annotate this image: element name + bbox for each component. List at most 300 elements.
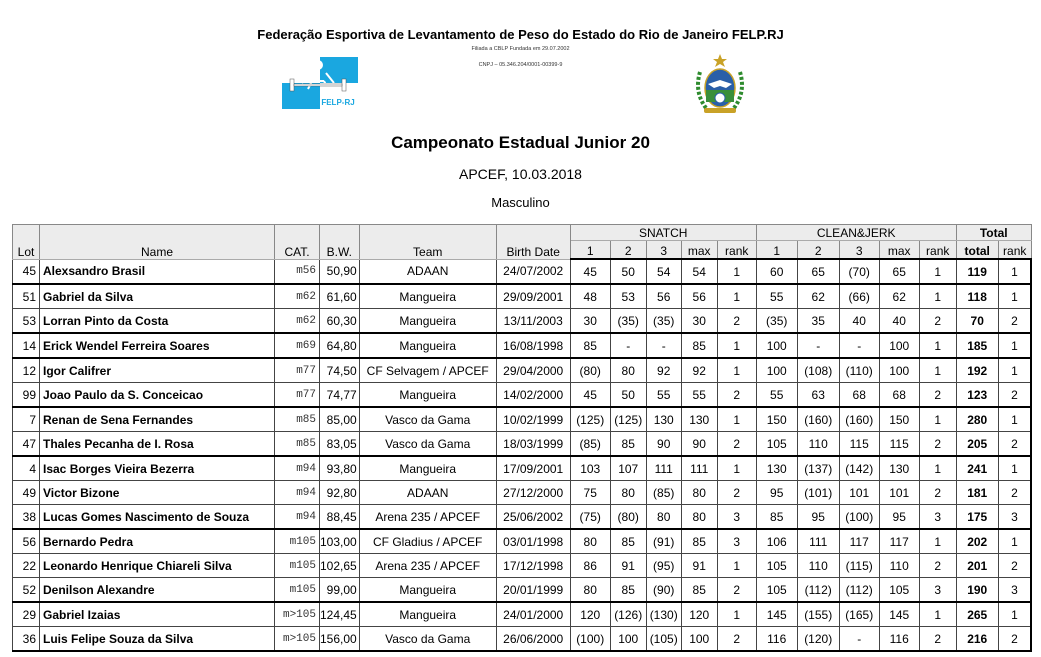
table-row	[13, 309, 1032, 334]
cj-max-cell: 65	[879, 259, 919, 284]
snatch-rank-cell: 1	[717, 284, 756, 309]
body-weight-cell: 64,80	[320, 333, 360, 358]
lot-cell: 4	[13, 456, 40, 481]
snatch-attempt-2-cell: 91	[610, 554, 646, 578]
table-row	[13, 432, 1032, 457]
athlete-name-cell: Gabriel Izaias	[40, 602, 275, 627]
total-rank-cell: 3	[998, 505, 1031, 530]
total-cell: 123	[956, 383, 998, 408]
col-cj-3: 3	[839, 241, 879, 260]
cj-attempt-3-cell: 101	[839, 481, 879, 505]
table-row	[13, 383, 1032, 408]
birth-date-cell: 20/01/1999	[496, 578, 570, 603]
total-rank-cell: 2	[998, 309, 1031, 334]
birth-date-cell: 29/04/2000	[496, 358, 570, 383]
cj-attempt-1-cell: 60	[756, 259, 797, 284]
table-row	[13, 529, 1032, 554]
col-lot: Lot	[13, 225, 40, 260]
cj-attempt-2-cell: 35	[797, 309, 839, 334]
cj-attempt-3-cell: (100)	[839, 505, 879, 530]
team-cell: Mangueira	[359, 602, 496, 627]
cj-attempt-3-cell: (160)	[839, 407, 879, 432]
cj-attempt-2-cell: 111	[797, 529, 839, 554]
cj-attempt-1-cell: 100	[756, 333, 797, 358]
athlete-name-cell: Erick Wendel Ferreira Soares	[40, 333, 275, 358]
team-cell: Vasco da Gama	[359, 627, 496, 652]
cj-attempt-2-cell: (137)	[797, 456, 839, 481]
total-rank-cell: 2	[998, 481, 1031, 505]
athlete-name-cell: Victor Bizone	[40, 481, 275, 505]
cj-rank-cell: 2	[919, 627, 956, 652]
cj-rank-cell: 1	[919, 358, 956, 383]
col-team: Team	[359, 225, 496, 260]
body-weight-cell: 93,80	[320, 456, 360, 481]
athlete-name-cell: Thales Pecanha de I. Rosa	[40, 432, 275, 457]
col-birth-date: Birth Date	[496, 225, 570, 260]
total-rank-cell: 3	[998, 578, 1031, 603]
snatch-max-cell: 85	[681, 333, 717, 358]
cj-attempt-3-cell: 115	[839, 432, 879, 457]
snatch-attempt-1-cell: 45	[570, 383, 610, 408]
col-group-clean-jerk: CLEAN&JERK	[756, 225, 956, 241]
rio-state-coat-of-arms-icon	[690, 52, 750, 118]
snatch-attempt-2-cell: (125)	[610, 407, 646, 432]
snatch-attempt-1-cell: 75	[570, 481, 610, 505]
team-cell: Arena 235 / APCEF	[359, 505, 496, 530]
snatch-attempt-1-cell: 48	[570, 284, 610, 309]
table-row	[13, 333, 1032, 358]
category-cell: m62	[275, 284, 320, 309]
snatch-rank-cell: 1	[717, 554, 756, 578]
cj-max-cell: 95	[879, 505, 919, 530]
cj-attempt-1-cell: (35)	[756, 309, 797, 334]
total-rank-cell: 1	[998, 529, 1031, 554]
category-cell: m94	[275, 505, 320, 530]
snatch-attempt-3-cell: (105)	[646, 627, 681, 652]
cj-rank-cell: 2	[919, 554, 956, 578]
federation-name: Federação Esportiva de Levantamento de Peso do Estado do Rio de Janeiro FELP.RJ	[257, 27, 784, 42]
body-weight-cell: 83,05	[320, 432, 360, 457]
snatch-max-cell: 92	[681, 358, 717, 383]
category-cell: m>105	[275, 627, 320, 652]
snatch-attempt-2-cell: 50	[610, 383, 646, 408]
col-cat: CAT.	[275, 225, 320, 260]
birth-date-cell: 25/06/2002	[496, 505, 570, 530]
cj-max-cell: 105	[879, 578, 919, 603]
snatch-attempt-2-cell: 80	[610, 358, 646, 383]
lot-cell: 36	[13, 627, 40, 652]
cj-rank-cell: 1	[919, 529, 956, 554]
cj-rank-cell: 1	[919, 333, 956, 358]
birth-date-cell: 24/07/2002	[496, 259, 570, 284]
snatch-max-cell: 54	[681, 259, 717, 284]
affiliation-text: Filiada a CBLP Fundada em 29.07.2002	[471, 46, 570, 52]
total-cell: 201	[956, 554, 998, 578]
athlete-name-cell: Gabriel da Silva	[40, 284, 275, 309]
cj-rank-cell: 1	[919, 284, 956, 309]
col-cj-1: 1	[756, 241, 797, 260]
snatch-attempt-2-cell: 85	[610, 432, 646, 457]
total-rank-cell: 2	[998, 554, 1031, 578]
snatch-rank-cell: 2	[717, 481, 756, 505]
snatch-rank-cell: 2	[717, 432, 756, 457]
team-cell: Mangueira	[359, 309, 496, 334]
cj-attempt-3-cell: (142)	[839, 456, 879, 481]
birth-date-cell: 24/01/2000	[496, 602, 570, 627]
snatch-attempt-2-cell: 50	[610, 259, 646, 284]
cj-rank-cell: 3	[919, 505, 956, 530]
felp-rj-logo	[282, 57, 358, 109]
col-snatch-2: 2	[610, 241, 646, 260]
lot-cell: 29	[13, 602, 40, 627]
athlete-name-cell: Igor Califrer	[40, 358, 275, 383]
total-rank-cell: 1	[998, 358, 1031, 383]
snatch-attempt-1-cell: 86	[570, 554, 610, 578]
athlete-name-cell: Lucas Gomes Nascimento de Souza	[40, 505, 275, 530]
gender-label: Masculino	[491, 195, 550, 210]
snatch-rank-cell: 2	[717, 578, 756, 603]
total-rank-cell: 2	[998, 383, 1031, 408]
lot-cell: 12	[13, 358, 40, 383]
lot-cell: 14	[13, 333, 40, 358]
snatch-max-cell: 30	[681, 309, 717, 334]
team-cell: CF Selvagem / APCEF	[359, 358, 496, 383]
snatch-attempt-2-cell: (126)	[610, 602, 646, 627]
cj-max-cell: 100	[879, 358, 919, 383]
snatch-attempt-3-cell: (85)	[646, 481, 681, 505]
body-weight-cell: 102,65	[320, 554, 360, 578]
snatch-attempt-2-cell: 100	[610, 627, 646, 652]
snatch-attempt-3-cell: 54	[646, 259, 681, 284]
snatch-attempt-3-cell: (35)	[646, 309, 681, 334]
cj-rank-cell: 3	[919, 578, 956, 603]
col-group-total: Total	[956, 225, 1031, 241]
snatch-rank-cell: 1	[717, 358, 756, 383]
cj-attempt-3-cell: -	[839, 627, 879, 652]
snatch-attempt-3-cell: 130	[646, 407, 681, 432]
table-row	[13, 505, 1032, 530]
total-rank-cell: 1	[998, 407, 1031, 432]
cj-attempt-1-cell: 150	[756, 407, 797, 432]
cj-max-cell: 150	[879, 407, 919, 432]
cj-attempt-1-cell: 95	[756, 481, 797, 505]
category-cell: m62	[275, 309, 320, 334]
category-cell: m69	[275, 333, 320, 358]
birth-date-cell: 14/02/2000	[496, 383, 570, 408]
snatch-max-cell: 56	[681, 284, 717, 309]
cj-rank-cell: 1	[919, 602, 956, 627]
cj-attempt-2-cell: (155)	[797, 602, 839, 627]
athlete-name-cell: Denilson Alexandre	[40, 578, 275, 603]
snatch-rank-cell: 1	[717, 407, 756, 432]
snatch-attempt-1-cell: (80)	[570, 358, 610, 383]
cj-rank-cell: 2	[919, 309, 956, 334]
snatch-attempt-3-cell: 92	[646, 358, 681, 383]
cj-max-cell: 130	[879, 456, 919, 481]
snatch-attempt-3-cell: (95)	[646, 554, 681, 578]
col-snatch-1: 1	[570, 241, 610, 260]
team-cell: Mangueira	[359, 383, 496, 408]
body-weight-cell: 74,77	[320, 383, 360, 408]
cj-attempt-2-cell: (160)	[797, 407, 839, 432]
birth-date-cell: 10/02/1999	[496, 407, 570, 432]
birth-date-cell: 16/08/1998	[496, 333, 570, 358]
snatch-attempt-3-cell: 90	[646, 432, 681, 457]
snatch-rank-cell: 2	[717, 627, 756, 652]
table-row	[13, 456, 1032, 481]
cj-max-cell: 145	[879, 602, 919, 627]
cj-max-cell: 40	[879, 309, 919, 334]
table-row	[13, 259, 1032, 284]
total-cell: 192	[956, 358, 998, 383]
col-snatch-max: max	[681, 241, 717, 260]
team-cell: Mangueira	[359, 578, 496, 603]
cj-max-cell: 68	[879, 383, 919, 408]
total-cell: 119	[956, 259, 998, 284]
team-cell: Mangueira	[359, 284, 496, 309]
birth-date-cell: 26/06/2000	[496, 627, 570, 652]
cj-attempt-3-cell: (110)	[839, 358, 879, 383]
category-cell: m85	[275, 407, 320, 432]
cj-max-cell: 116	[879, 627, 919, 652]
cj-rank-cell: 2	[919, 383, 956, 408]
snatch-attempt-2-cell: -	[610, 333, 646, 358]
cj-attempt-1-cell: 100	[756, 358, 797, 383]
cj-max-cell: 110	[879, 554, 919, 578]
cj-max-cell: 100	[879, 333, 919, 358]
cj-attempt-1-cell: 55	[756, 284, 797, 309]
category-cell: m>105	[275, 602, 320, 627]
body-weight-cell: 60,30	[320, 309, 360, 334]
total-cell: 265	[956, 602, 998, 627]
body-weight-cell: 103,00	[320, 529, 360, 554]
snatch-attempt-3-cell: 55	[646, 383, 681, 408]
cj-attempt-1-cell: 116	[756, 627, 797, 652]
cj-attempt-1-cell: 106	[756, 529, 797, 554]
team-cell: ADAAN	[359, 481, 496, 505]
cj-max-cell: 117	[879, 529, 919, 554]
body-weight-cell: 74,50	[320, 358, 360, 383]
total-cell: 190	[956, 578, 998, 603]
cj-rank-cell: 2	[919, 432, 956, 457]
snatch-attempt-3-cell: 80	[646, 505, 681, 530]
snatch-rank-cell: 1	[717, 456, 756, 481]
cj-attempt-2-cell: 65	[797, 259, 839, 284]
snatch-max-cell: 90	[681, 432, 717, 457]
body-weight-cell: 156,00	[320, 627, 360, 652]
total-rank-cell: 1	[998, 602, 1031, 627]
snatch-attempt-3-cell: 56	[646, 284, 681, 309]
snatch-attempt-1-cell: (75)	[570, 505, 610, 530]
lot-cell: 52	[13, 578, 40, 603]
athlete-name-cell: Bernardo Pedra	[40, 529, 275, 554]
category-cell: m94	[275, 481, 320, 505]
birth-date-cell: 17/09/2001	[496, 456, 570, 481]
cj-attempt-2-cell: 62	[797, 284, 839, 309]
team-cell: ADAAN	[359, 259, 496, 284]
snatch-rank-cell: 1	[717, 602, 756, 627]
snatch-max-cell: 85	[681, 529, 717, 554]
cj-rank-cell: 1	[919, 407, 956, 432]
snatch-attempt-2-cell: (80)	[610, 505, 646, 530]
cj-attempt-1-cell: 105	[756, 432, 797, 457]
category-cell: m85	[275, 432, 320, 457]
birth-date-cell: 13/11/2003	[496, 309, 570, 334]
snatch-attempt-1-cell: 120	[570, 602, 610, 627]
snatch-rank-cell: 1	[717, 259, 756, 284]
col-cj-rank: rank	[919, 241, 956, 260]
table-row	[13, 578, 1032, 603]
cj-attempt-3-cell: (66)	[839, 284, 879, 309]
cj-attempt-2-cell: -	[797, 333, 839, 358]
total-rank-cell: 1	[998, 284, 1031, 309]
col-cj-max: max	[879, 241, 919, 260]
snatch-attempt-1-cell: 80	[570, 529, 610, 554]
snatch-attempt-3-cell: (91)	[646, 529, 681, 554]
snatch-attempt-2-cell: 53	[610, 284, 646, 309]
col-snatch-3: 3	[646, 241, 681, 260]
snatch-attempt-1-cell: (100)	[570, 627, 610, 652]
col-total: total	[956, 241, 998, 260]
snatch-attempt-1-cell: 103	[570, 456, 610, 481]
team-cell: Mangueira	[359, 333, 496, 358]
cj-attempt-3-cell: -	[839, 333, 879, 358]
snatch-max-cell: 120	[681, 602, 717, 627]
results-table	[12, 224, 1032, 652]
lot-cell: 45	[13, 259, 40, 284]
snatch-max-cell: 85	[681, 578, 717, 603]
lot-cell: 53	[13, 309, 40, 334]
total-rank-cell: 1	[998, 259, 1031, 284]
cj-attempt-2-cell: 63	[797, 383, 839, 408]
table-row	[13, 554, 1032, 578]
cj-attempt-3-cell: (115)	[839, 554, 879, 578]
snatch-attempt-2-cell: 107	[610, 456, 646, 481]
birth-date-cell: 27/12/2000	[496, 481, 570, 505]
cj-attempt-3-cell: (165)	[839, 602, 879, 627]
total-cell: 216	[956, 627, 998, 652]
athlete-name-cell: Alexsandro Brasil	[40, 259, 275, 284]
total-cell: 280	[956, 407, 998, 432]
table-row	[13, 602, 1032, 627]
snatch-rank-cell: 3	[717, 529, 756, 554]
col-bw: B.W.	[320, 225, 360, 260]
lot-cell: 49	[13, 481, 40, 505]
total-cell: 118	[956, 284, 998, 309]
snatch-attempt-2-cell: (35)	[610, 309, 646, 334]
birth-date-cell: 17/12/1998	[496, 554, 570, 578]
snatch-max-cell: 80	[681, 481, 717, 505]
category-cell: m77	[275, 383, 320, 408]
team-cell: Mangueira	[359, 456, 496, 481]
lot-cell: 99	[13, 383, 40, 408]
total-cell: 202	[956, 529, 998, 554]
body-weight-cell: 99,00	[320, 578, 360, 603]
athlete-name-cell: Renan de Sena Fernandes	[40, 407, 275, 432]
cj-attempt-3-cell: (70)	[839, 259, 879, 284]
snatch-rank-cell: 2	[717, 309, 756, 334]
cj-attempt-2-cell: 110	[797, 432, 839, 457]
cj-attempt-3-cell: (112)	[839, 578, 879, 603]
total-cell: 181	[956, 481, 998, 505]
lot-cell: 51	[13, 284, 40, 309]
birth-date-cell: 18/03/1999	[496, 432, 570, 457]
total-cell: 205	[956, 432, 998, 457]
body-weight-cell: 92,80	[320, 481, 360, 505]
table-row	[13, 481, 1032, 505]
cj-rank-cell: 1	[919, 259, 956, 284]
cj-attempt-3-cell: 117	[839, 529, 879, 554]
col-cj-2: 2	[797, 241, 839, 260]
category-cell: m105	[275, 554, 320, 578]
snatch-max-cell: 91	[681, 554, 717, 578]
total-cell: 185	[956, 333, 998, 358]
body-weight-cell: 88,45	[320, 505, 360, 530]
cj-max-cell: 115	[879, 432, 919, 457]
cj-max-cell: 101	[879, 481, 919, 505]
body-weight-cell: 50,90	[320, 259, 360, 284]
cj-attempt-2-cell: 110	[797, 554, 839, 578]
col-group-snatch: SNATCH	[570, 225, 756, 241]
birth-date-cell: 03/01/1998	[496, 529, 570, 554]
snatch-attempt-2-cell: 85	[610, 578, 646, 603]
cj-attempt-1-cell: 55	[756, 383, 797, 408]
birth-date-cell: 29/09/2001	[496, 284, 570, 309]
snatch-max-cell: 130	[681, 407, 717, 432]
col-total-rank: rank	[998, 241, 1031, 260]
team-cell: Arena 235 / APCEF	[359, 554, 496, 578]
table-row	[13, 627, 1032, 652]
snatch-max-cell: 80	[681, 505, 717, 530]
snatch-attempt-1-cell: 80	[570, 578, 610, 603]
total-rank-cell: 1	[998, 456, 1031, 481]
team-cell: Vasco da Gama	[359, 407, 496, 432]
snatch-attempt-2-cell: 80	[610, 481, 646, 505]
snatch-attempt-3-cell: -	[646, 333, 681, 358]
snatch-rank-cell: 1	[717, 333, 756, 358]
lot-cell: 47	[13, 432, 40, 457]
total-cell: 70	[956, 309, 998, 334]
body-weight-cell: 85,00	[320, 407, 360, 432]
snatch-max-cell: 111	[681, 456, 717, 481]
cj-attempt-1-cell: 105	[756, 554, 797, 578]
snatch-attempt-3-cell: (130)	[646, 602, 681, 627]
cj-attempt-3-cell: 40	[839, 309, 879, 334]
total-cell: 175	[956, 505, 998, 530]
team-cell: Vasco da Gama	[359, 432, 496, 457]
table-row	[13, 284, 1032, 309]
cj-attempt-2-cell: (108)	[797, 358, 839, 383]
total-rank-cell: 2	[998, 627, 1031, 652]
cj-attempt-2-cell: (120)	[797, 627, 839, 652]
cnpj-text: CNPJ – 05.346.204/0001-00399-9	[478, 62, 563, 68]
athlete-name-cell: Leonardo Henrique Chiareli Silva	[40, 554, 275, 578]
snatch-attempt-1-cell: 30	[570, 309, 610, 334]
snatch-attempt-1-cell: 85	[570, 333, 610, 358]
snatch-attempt-2-cell: 85	[610, 529, 646, 554]
total-rank-cell: 1	[998, 333, 1031, 358]
athlete-name-cell: Isac Borges Vieira Bezerra	[40, 456, 275, 481]
cj-attempt-1-cell: 85	[756, 505, 797, 530]
snatch-attempt-1-cell: 45	[570, 259, 610, 284]
category-cell: m94	[275, 456, 320, 481]
cj-attempt-2-cell: 95	[797, 505, 839, 530]
col-name: Name	[40, 225, 275, 260]
cj-attempt-2-cell: (101)	[797, 481, 839, 505]
snatch-rank-cell: 2	[717, 383, 756, 408]
table-row	[13, 407, 1032, 432]
category-cell: m105	[275, 529, 320, 554]
